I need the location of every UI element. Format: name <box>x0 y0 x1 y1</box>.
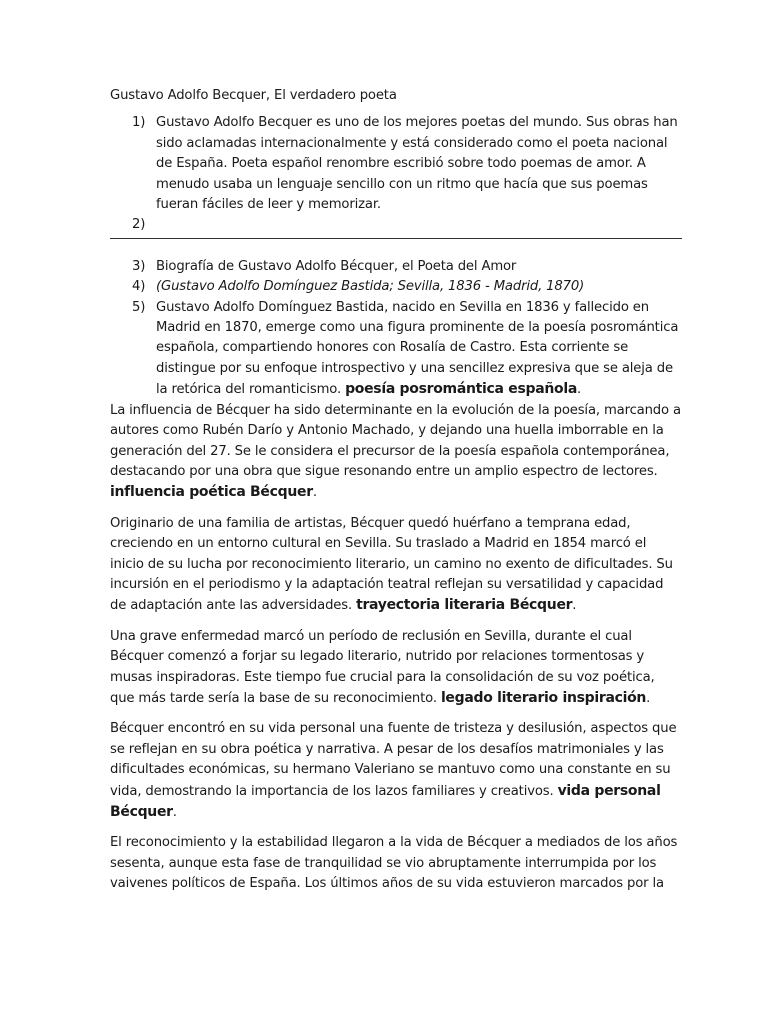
numbered-list-bottom <box>110 257 682 401</box>
keyword-period: . <box>646 690 651 706</box>
list-number: 1) <box>132 115 146 131</box>
list-item <box>110 277 682 297</box>
paragraph-text: Bécquer encontró en su vida personal una fuente de tristeza y desilusión, aspectos que se reflejan en su obra poética y narrativa. A pesar de los desafíos matrimoniales y las dificultades económicas, su hermano Valeriano se mantuvo como una constante en su vida, demostrando la importancia de los lazos familiares y creativos. <box>110 721 677 799</box>
list-item <box>110 113 682 215</box>
keyword-label: poesía posromántica española <box>345 381 577 398</box>
keyword-label: trayectoria literaria Bécquer <box>356 597 573 614</box>
list-number: 2) <box>132 217 146 233</box>
list-item <box>110 257 682 277</box>
horizontal-rule <box>110 238 682 239</box>
list-number: 4) <box>132 279 146 295</box>
keyword-label: influencia poética Bécquer <box>110 484 313 501</box>
list-item <box>110 298 682 401</box>
numbered-list-top <box>110 113 682 235</box>
paragraph-text: La influencia de Bécquer ha sido determinante en la evolución de la poesía, marcando a autores como Rubén Darío y Antonio Machado, y dejando una huella imborrable en la generación del 27. Se le considera el precursor de la poesía española contemporánea, destacando por una obra que sigue resonando entre un amplio espectro de lectores. <box>110 402 681 479</box>
list-item-text: (Gustavo Adolfo Domínguez Bastida; Sevilla, 1836 - Madrid, 1870) <box>156 279 585 295</box>
document-title: Gustavo Adolfo Becquer, El verdadero poeta <box>110 88 397 103</box>
keyword-period: . <box>312 485 317 501</box>
list-number: 3) <box>132 258 146 274</box>
keyword-label: vida personal Bécquer <box>110 782 661 820</box>
list-number: 5) <box>132 299 146 315</box>
paragraph-personal-life <box>110 719 682 823</box>
list-item-text: Gustavo Adolfo Domínguez Bastida, nacido en Sevilla en 1836 y fallecido en Madrid en 1870, emerge como una figura prominente de la poesía posromántica española, compartiendo honores con Rosalía de Castro. Esta corriente se distingue por su enfoque introspectivo y una sencillez expresiva que se aleja de la retórica del romanticismo. <box>156 299 679 398</box>
paragraph-text: Originario de una familia de artistas, Bécquer quedó huérfano a temprana edad, creciendo en un entorno cultural en Sevilla. Su traslado a Madrid en 1854 marcó el inicio de su lucha por reconocimiento literario, un camino no exento de dificultades. Su incursión en el periodismo y la adaptación teatral reflejan su versatilidad y capacidad de adaptación ante las adversidades. <box>110 515 673 614</box>
keyword-period: . <box>572 598 577 614</box>
paragraph-illness <box>110 627 682 710</box>
keyword-period: . <box>172 805 177 820</box>
paragraph-influence <box>110 401 682 504</box>
keyword-label: legado literario inspiración <box>440 689 647 706</box>
list-item <box>110 215 682 235</box>
paragraph-origins <box>110 514 682 617</box>
paragraph-text: Una grave enfermedad marcó un período de reclusión en Sevilla, durante el cual Bécquer comenzó a forjar su legado literario, nutrido por relaciones tormentosas y musas inspiradoras. Este tiempo fue crucial para la consolidación de su voz poética, que más tarde sería la base de su reconocimiento. <box>110 628 655 706</box>
keyword-period: . <box>577 382 582 398</box>
document-page <box>110 86 682 905</box>
list-item-text: Gustavo Adolfo Becquer es uno de los mejores poetas del mundo. Sus obras han sido aclamadas internacionalmente y está considerado como el poeta nacional de España. Poeta español renombre escribió sobre todo poemas de amor. A menudo usaba un lenguaje sencillo con un ritmo que hacía que sus poemas fueran fáciles de leer y memorizar. <box>156 115 678 213</box>
paragraph-recognition <box>110 833 682 894</box>
paragraph-text: El reconocimiento y la estabilidad llegaron a la vida de Bécquer a mediados de los años sesenta, aunque esta fase de tranquilidad se vio abruptamente interrumpida por los vaivenes políticos de España. Los últimos años de su vida estuvieron marcados por la <box>110 835 678 892</box>
list-item-text: Biografía de Gustavo Adolfo Bécquer, el Poeta del Amor <box>156 258 517 274</box>
